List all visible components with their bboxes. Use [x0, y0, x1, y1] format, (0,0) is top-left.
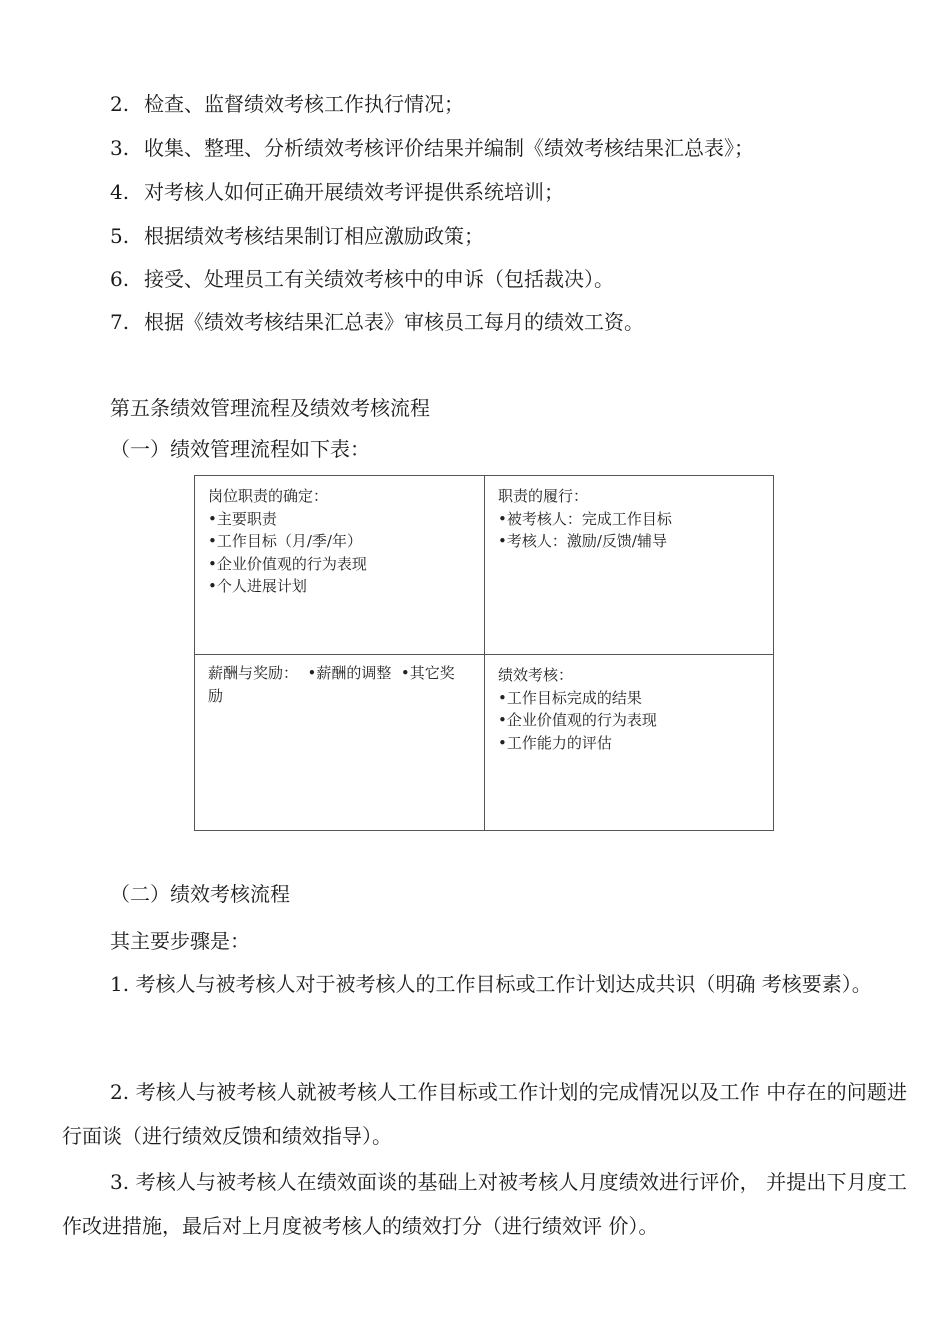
section2-title: （二）绩效考核流程 [110, 882, 290, 906]
cell-item: •被考核人：完成工作目标 [498, 509, 672, 528]
duty-number: 2. [110, 92, 130, 116]
cell-item: •主要职责 [208, 509, 277, 528]
duty-number: 5. [110, 224, 130, 248]
duty-text: 对考核人如何正确开展绩效考评提供系统培训； [144, 180, 564, 204]
duty-text: 根据《绩效考核结果汇总表》审核员工每月的绩效工资。 [144, 310, 644, 334]
article5-title: 第五条绩效管理流程及绩效考核流程 [110, 396, 430, 420]
step-paragraph: 2. 考核人与被考核人就被考核人工作目标或工作计划的完成情况以及工作 中存在的问题进行面谈（进行绩效反馈和绩效指导）。 [62, 1080, 907, 1148]
cell-performance-appraisal [498, 664, 657, 754]
duty-text: 根据绩效考核结果制订相应激励政策； [144, 224, 484, 248]
duty-item [110, 92, 464, 116]
duty-number: 4. [110, 180, 130, 204]
cell-item: •企业价值观的行为表现 [498, 711, 657, 729]
cell-item: •企业价值观的行为表现 [208, 554, 367, 573]
duty-item [110, 310, 644, 334]
cell-item: •考核人：激励/反馈/辅导 [498, 532, 667, 550]
cell-item: •个人进展计划 [208, 577, 307, 595]
cell-text-line: 薪酬与奖励： •薪酬的调整 •其它奖 [208, 664, 455, 682]
duty-item [110, 180, 564, 204]
step-paragraph: 1. 考核人与被考核人对于被考核人的工作目标或工作计划达成共识（明确 考核要素）。 [110, 972, 872, 996]
duty-number: 6. [110, 267, 130, 291]
cell-item: •工作能力的评估 [498, 733, 612, 752]
section1-title: （一）绩效管理流程如下表： [110, 437, 370, 461]
table-horizontal-divider [195, 654, 773, 655]
cell-heading: 职责的履行： [498, 487, 589, 505]
cell-item: •工作目标完成的结果 [498, 688, 642, 707]
cell-item: •工作目标（月/季/年） [208, 532, 362, 550]
duty-text: 检查、监督绩效考核工作执行情况； [144, 92, 464, 116]
duty-item [110, 267, 614, 291]
step-paragraph: 3. 考核人与被考核人在绩效面谈的基础上对被考核人月度绩效进行评价， 并提出下月度工作改进措施，最后对上月度被考核人的绩效打分（进行绩效评 价）。 [62, 1170, 907, 1238]
performance-management-table [194, 475, 774, 831]
steps-intro: 其主要步骤是： [110, 929, 250, 953]
cell-heading: 绩效考核： [498, 666, 574, 684]
duty-item [110, 224, 484, 248]
cell-compensation-rewards [208, 662, 455, 707]
duty-text: 收集、整理、分析绩效考核评价结果并编制《绩效考核结果汇总表》； [144, 136, 754, 160]
cell-text-line: 励 [208, 686, 224, 705]
duty-item [110, 136, 754, 160]
duty-number: 3. [110, 136, 130, 160]
cell-heading: 岗位职责的确定： [208, 487, 329, 505]
duty-text: 接受、处理员工有关绩效考核中的申诉（包括裁决）。 [144, 267, 614, 291]
table-vertical-divider [484, 476, 485, 830]
cell-duty-fulfillment [498, 485, 672, 553]
cell-job-duties [208, 485, 367, 598]
duty-number: 7. [110, 310, 130, 334]
